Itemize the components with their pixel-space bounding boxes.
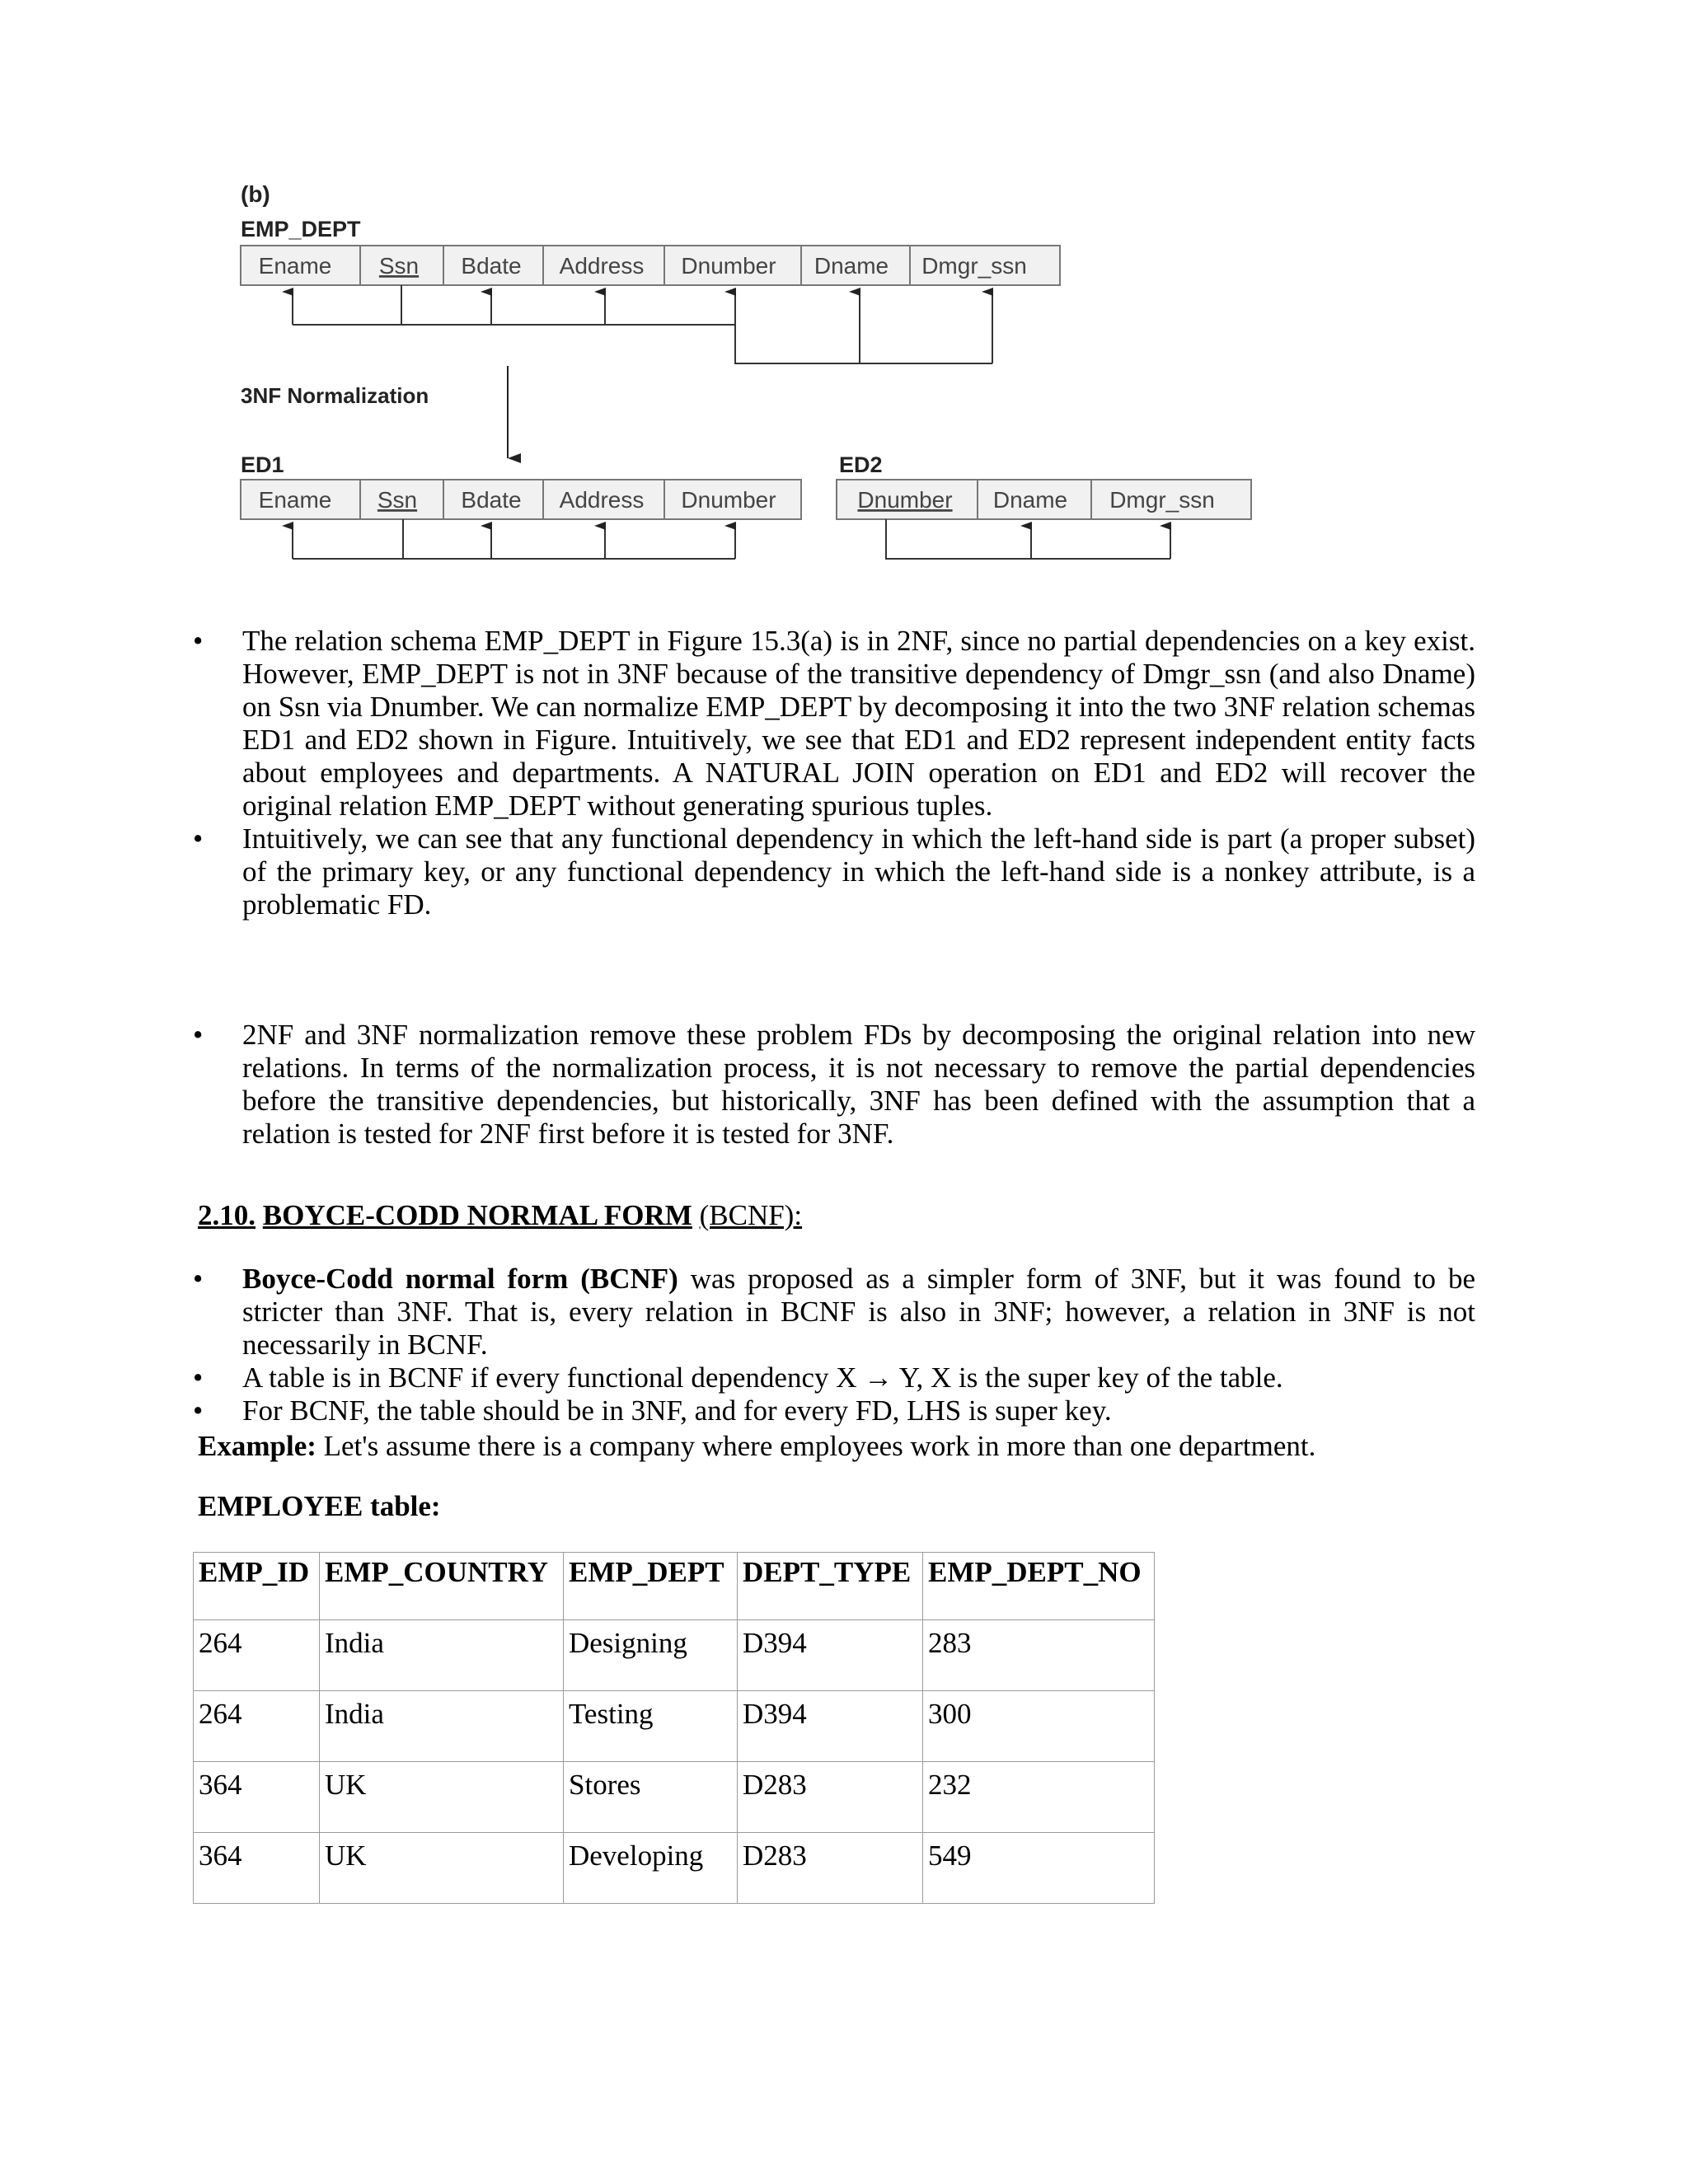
section-heading — [198, 1199, 802, 1232]
cell-emp-dept-no: 549 — [923, 1833, 1155, 1904]
list-item — [193, 1361, 1475, 1394]
bullet-text: A table is in BCNF if every functional dependency X → Y, X is the super key of the table. — [242, 1361, 1283, 1394]
cell-dept-type: D283 — [738, 1762, 923, 1833]
ed1-fd-lines — [293, 519, 735, 559]
emp-dept-attr-ssn: Ssn — [378, 253, 420, 279]
emp-dept-attr-ename: Ename — [258, 253, 332, 279]
cell-dept-type: D394 — [738, 1620, 923, 1691]
ed2-fd-lines — [886, 519, 1170, 559]
cell-emp-dept-no: 300 — [923, 1691, 1155, 1762]
table-row — [194, 1833, 1155, 1904]
list-item — [193, 625, 1475, 823]
employee-table-title: EMPLOYEE table: — [198, 1490, 441, 1522]
example-text: Let's assume there is a company where employees work in more than one department. — [316, 1430, 1316, 1462]
ed1-attr-address: Address — [559, 487, 645, 513]
bullet-marker: • — [193, 625, 204, 657]
emp-dept-attr-address: Address — [559, 253, 645, 279]
column-header-emp-id: EMP_ID — [194, 1553, 320, 1620]
ed2-relation — [837, 480, 1251, 519]
ed2-schema-name: ED2 — [839, 452, 883, 477]
bullet-marker: • — [193, 1263, 204, 1295]
column-header-emp-country: EMP_COUNTRY — [320, 1553, 564, 1620]
ed1-attr-ename: Ename — [258, 487, 332, 513]
bullet-text: Intuitively, we can see that any functional dependency in which the left-hand side is part (a proper subset) of the primary key, or any functional dependency in which the left-hand side is a nonkey attribute, is a problematic FD. — [242, 823, 1475, 921]
list-item — [193, 1394, 1475, 1427]
ed1-schema-name: ED1 — [241, 452, 284, 477]
ed1-attr-ssn: Ssn — [377, 487, 418, 513]
normalization-label: 3NF Normalization — [241, 383, 429, 408]
ed1-attr-dnumber: Dnumber — [681, 487, 776, 513]
cell-emp-id: 364 — [194, 1833, 320, 1904]
emp-dept-attr-bdate: Bdate — [461, 253, 522, 279]
employee-table — [193, 1552, 1155, 1904]
ed1-relation — [241, 480, 801, 519]
example-label: Example: — [198, 1430, 316, 1462]
normalization-bullets — [193, 625, 1475, 921]
list-item — [193, 823, 1475, 921]
ed2-attr-dnumber: Dnumber — [857, 487, 953, 513]
bullet-marker: • — [193, 1361, 204, 1394]
emp-dept-attr-dmgr-ssn: Dmgr_ssn — [921, 253, 1027, 279]
bullet-text: was proposed as a simpler form of 3NF, but it was found to be stricter than 3NF. That is, every relation in BCNF is also in 3NF; however, a relation in 3NF is not necessarily in BCNF. — [242, 1263, 1475, 1361]
bullet-text: 2NF and 3NF normalization remove these problem FDs by decomposing the original relation into new relations. In terms of the normalization process, it is not necessary to remove the partial dependencies before the transitive dependencies, but historically, 3NF has been defined with the assumption that a relation is tested for 2NF first before it is tested for 3NF. — [242, 1019, 1475, 1150]
cell-dept-type: D283 — [738, 1833, 923, 1904]
column-header-emp-dept: EMP_DEPT — [564, 1553, 738, 1620]
section-number: 2.10. — [198, 1199, 256, 1231]
cell-emp-id: 364 — [194, 1762, 320, 1833]
bcnf-term: Boyce-Codd normal form (BCNF) — [242, 1263, 678, 1295]
example-paragraph — [198, 1430, 1315, 1463]
emp-dept-attr-dnumber: Dnumber — [681, 253, 776, 279]
list-item — [193, 1019, 1475, 1151]
table-row — [194, 1762, 1155, 1833]
section-title: BOYCE-CODD NORMAL FORM — [262, 1199, 692, 1231]
ed2-attr-dname: Dname — [992, 487, 1068, 513]
section-suffix: (BCNF): — [699, 1199, 803, 1231]
cell-emp-country: UK — [320, 1762, 564, 1833]
figure-part-label: (b) — [241, 181, 270, 207]
bullet-marker: • — [193, 823, 204, 855]
normalization-diagram — [0, 0, 1688, 593]
column-header-emp-dept-no: EMP_DEPT_NO — [923, 1553, 1155, 1620]
cell-emp-country: India — [320, 1691, 564, 1762]
bullet-text: For BCNF, the table should be in 3NF, and for every FD, LHS is super key. — [242, 1394, 1112, 1427]
ed1-attr-bdate: Bdate — [461, 487, 522, 513]
ed2-attr-dmgr-ssn: Dmgr_ssn — [1109, 487, 1215, 513]
bullet-marker: • — [193, 1394, 204, 1427]
cell-emp-country: India — [320, 1620, 564, 1691]
normalization-bullet-2 — [193, 1019, 1475, 1151]
list-item — [193, 1263, 1475, 1361]
cell-emp-country: UK — [320, 1833, 564, 1904]
emp-dept-schema-name: EMP_DEPT — [241, 217, 361, 241]
table-row — [194, 1691, 1155, 1762]
emp-dept-fd-lines — [293, 285, 992, 363]
column-header-dept-type: DEPT_TYPE — [738, 1553, 923, 1620]
cell-emp-dept: Developing — [564, 1833, 738, 1904]
cell-emp-dept: Testing — [564, 1691, 738, 1762]
cell-emp-dept-no: 232 — [923, 1762, 1155, 1833]
emp-dept-attr-dname: Dname — [814, 253, 889, 279]
cell-emp-id: 264 — [194, 1691, 320, 1762]
cell-emp-dept: Stores — [564, 1762, 738, 1833]
cell-dept-type: D394 — [738, 1691, 923, 1762]
bullet-text: The relation schema EMP_DEPT in Figure 15.3(a) is in 2NF, since no partial dependencies on a key exist. However, EMP_DEPT is not in 3NF because of the transitive dependency of Dmgr_ssn (and also Dname) on Ssn via Dnumber. We can normalize EMP_DEPT by decomposing it into the two 3NF relation schemas ED1 and ED2 shown in Figure. Intuitively, we see that ED1 and ED2 represent independent entity facts about employees and departments. A NATURAL JOIN operation on ED1 and ED2 will recover the original relation EMP_DEPT without generating spurious tuples. — [242, 625, 1475, 822]
bcnf-bullets — [193, 1263, 1475, 1427]
table-header-row — [194, 1553, 1155, 1620]
cell-emp-id: 264 — [194, 1620, 320, 1691]
emp-dept-relation — [241, 246, 1060, 285]
bullet-marker: • — [193, 1019, 204, 1051]
table-row — [194, 1620, 1155, 1691]
cell-emp-dept-no: 283 — [923, 1620, 1155, 1691]
cell-emp-dept: Designing — [564, 1620, 738, 1691]
